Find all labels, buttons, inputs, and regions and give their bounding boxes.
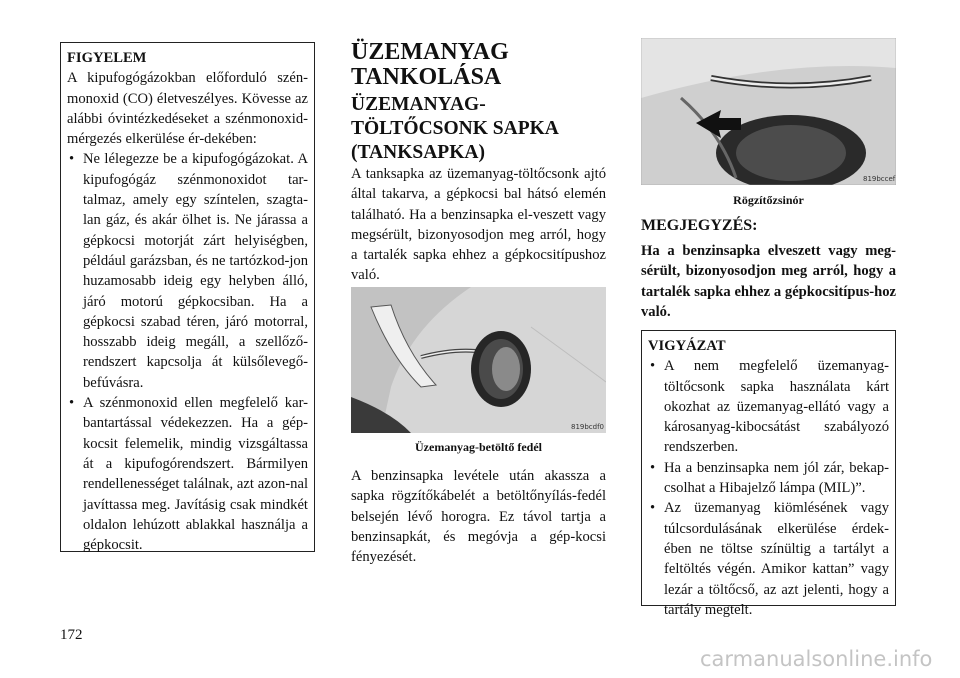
subsection-heading [351, 93, 621, 165]
caution-list [648, 356, 889, 620]
figure-code: 819bccef [863, 175, 896, 183]
tether-illustration [641, 38, 896, 185]
tether-caption: Rögzítőzsinór [733, 193, 804, 207]
caution-item: • Az üzemanyag kiömlésének vagy túlcsordulásának elkerülése érdek-ében ne töltse színültig a tartályt a feltöltés végén. Amikor kattan” vagy lezár a töltőcső, az azt jelenti, hogy a tartály megtelt. [648, 498, 889, 620]
subsection-heading-line: TÖLTŐCSONK SAPKA [351, 118, 559, 139]
watermark: carmanualsonline.info [700, 647, 933, 671]
cap-removal-paragraph: A benzinsapka levétele után akassza a sapka rögzítőkábelét a betöltőnyílás-fedél belsején lévő horogra. Ez távol tartja a benzinsapkát, és megóvja a gép-kocsi fényezését. [351, 468, 606, 566]
caution-item: • A nem megfelelő üzemanyag-töltőcsonk sapka használata kárt okozhat az üzemanyag-ellátó vagy a károsanyag-kibocsátást szabályozó rendszerben. [648, 356, 889, 457]
fuel-door-figure [351, 287, 606, 433]
warning-list [67, 149, 308, 555]
tether-figure [641, 38, 896, 185]
fuel-door-caption: Üzemanyag-betöltő fedél [415, 440, 542, 454]
caution-title: VIGYÁZAT [648, 338, 726, 354]
warning-title: FIGYELEM [67, 50, 147, 66]
fuel-door-illustration [351, 287, 606, 433]
page-number: 172 [60, 627, 83, 643]
subsection-heading-line: (TANKSAPKA) [351, 142, 485, 163]
note-title: MEGJEGYZÉS: [641, 217, 758, 234]
caution-item: • Ha a benzinsapka nem jól zár, bekap-csolhat a Hibajelző lámpa (MIL)”. [648, 458, 889, 499]
caution-box [641, 330, 896, 618]
intro-paragraph: A tanksapka az üzemanyag-töltőcsonk ajtó által takarva, a gépkocsi bal hátsó elemén található. Ha a benzinsapka el-veszett vagy megsérült, bizonyosodjon meg arról, hogy a tartalék sapka ehhez a gépkocsitípushoz való. [351, 166, 606, 284]
subsection-heading-line: ÜZEMANYAG- [351, 94, 486, 115]
section-heading [351, 40, 611, 90]
warning-item: • Ne lélegezze be a kipufogógázokat. A kipufogógáz szénmonoxidot tar-talmaz, amely egy színtelen, szagta-lan gáz, és akár ölhet is. Ne járassa a gépkocsi motorját zárt helyiségben, például garázsban, és ne tartózkod-jon huzamosabb ideig egy helyben álló, járó motorú gépkocsiban. Ha a gépkocsi szabad téren, járó motorral, hosszabb ideig megáll, a szellőző-rendszert kapcsolja át külsőlevegő-befúvásra. [67, 149, 308, 393]
section-heading-line: TANKOLÁSA [351, 64, 502, 90]
warning-item: • A szénmonoxid ellen megfelelő kar-bantartással védekezzen. Ha a gép-kocsit felemelik, mindig vizsgáltassa át a kipufogórendszert. Bármilyen rendellenességet találnak, azt azon-nal javíttassa meg. Javításig csak mindkét oldalon lehúzott ablakkal használja a gépkocsit. [67, 393, 308, 555]
note-body: Ha a benzinsapka elveszett vagy meg-sérült, bizonyosodjon meg arról, hogy a tartalék sapka ehhez a gépkocsitípus-hoz való. [641, 243, 896, 320]
section-heading-line: ÜZEMANYAG [351, 39, 509, 65]
figure-code: 819bcdf0 [571, 423, 605, 431]
warning-box [60, 42, 315, 552]
warning-intro: A kipufogógázokban előforduló szén-monoxid (CO) életveszélyes. Kövesse az alábbi óvintézkedéseket a szénmonoxid-mérgezés elkerülése ér-dekében: [67, 70, 308, 148]
